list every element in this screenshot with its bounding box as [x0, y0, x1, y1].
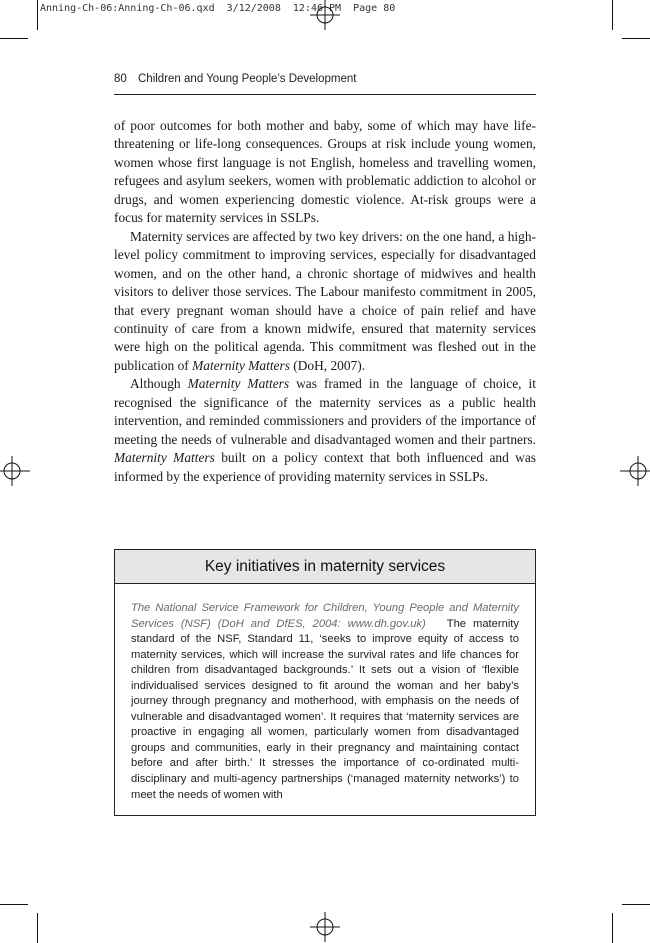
box-lead: The National Service Framework for Children, Young People and Maternity Services (NSF) (DoH and DfES, 2004: www.dh.gov.uk) — [131, 602, 519, 630]
registration-mark-icon — [620, 456, 650, 486]
registration-mark-icon — [310, 0, 340, 30]
paragraph-3-text: was framed in the language of choice, it recognised the significance of the maternity services as a public health intervention, and reminded commissioners and providers of the importance of meeting the needs of vulnerable and disadvantaged women and their partners. — [114, 376, 536, 447]
paragraph-3 — [114, 375, 536, 486]
paragraph-3-text: built on a policy context that both influenced and was informed by the experience of providing maternity services in SSLPs. — [114, 450, 536, 484]
paragraph-2-text: Maternity services are affected by two key drivers: on the one hand, a high-level policy commitment to improving services, especially for disadvantaged women, and on the other hand, a chronic shortage of midwives and health visitors to deliver those services. The Labour manifesto commitment in 2005, that every pregnant woman should have a choice of pain relief and have continuity of care from a known midwife, ensured that maternity services were high on the political agenda. This commitment was fleshed out in the publication of — [114, 228, 536, 373]
printer-slug — [40, 3, 395, 14]
slug-file: Anning-Ch-06:Anning-Ch-06.qxd — [40, 3, 215, 14]
crop-mark — [0, 904, 28, 905]
book-title: Maternity Matters — [192, 357, 290, 373]
paragraph-2-citation: (DoH, 2007). — [289, 357, 366, 373]
crop-mark — [622, 38, 650, 39]
slug-date: 3/12/2008 — [226, 3, 281, 14]
crop-mark — [37, 913, 38, 943]
page-number: 80 — [114, 73, 127, 85]
box-text: The maternity standard of the NSF, Standard 11, ‘seeks to improve equity of access to maternity services, which will increase the survival rates and life chances for children from disadvantaged backgrounds.’ It sets out a vision of ‘flexible individualised services designed to fit around the woman and her baby’s journey through pregnancy and motherhood, with emphasis on the needs of vulnerable and disadvantaged women’. It requires that ‘maternity services are proactive in engaging all women, particularly women from disadvantaged groups and communities, early in their pregnancy and maintaining contact before and after birth.’ It stresses the importance of co-ordinated multi-disciplinary and multi-agency partnerships (‘managed maternity networks’) to meet the needs of women with — [131, 617, 520, 801]
paragraph-1: of poor outcomes for both mother and baby, some of which may have life-threatening or life-long consequences. Groups at risk include young women, women whose first language is not English, homeless and travelling women, refugees and asylum seekers, women with problematic addiction to alcohol or drugs, and women experiencing domestic violence. At-risk groups were a focus for maternity services in SSLPs. — [114, 118, 536, 226]
running-header — [114, 73, 536, 85]
crop-mark — [612, 913, 613, 943]
registration-mark-icon — [0, 456, 30, 486]
crop-mark — [612, 0, 613, 30]
slug-page: Page 80 — [353, 3, 396, 14]
paragraph-2 — [114, 228, 536, 376]
paragraph-3-text: Although — [130, 376, 188, 392]
book-title: Maternity Matters — [187, 376, 290, 392]
book-title: Maternity Matters — [114, 450, 215, 466]
crop-mark — [0, 38, 28, 39]
box-title: Key initiatives in maternity services — [115, 550, 535, 584]
box-body — [115, 584, 535, 803]
registration-mark-icon — [310, 912, 340, 942]
crop-mark — [622, 904, 650, 905]
crop-mark — [37, 0, 38, 30]
key-initiatives-box — [114, 549, 536, 816]
header-rule — [114, 94, 536, 95]
slug-time: 12:46 PM — [292, 3, 342, 14]
body-text — [114, 117, 536, 486]
running-title: Children and Young People’s Development — [138, 73, 357, 85]
